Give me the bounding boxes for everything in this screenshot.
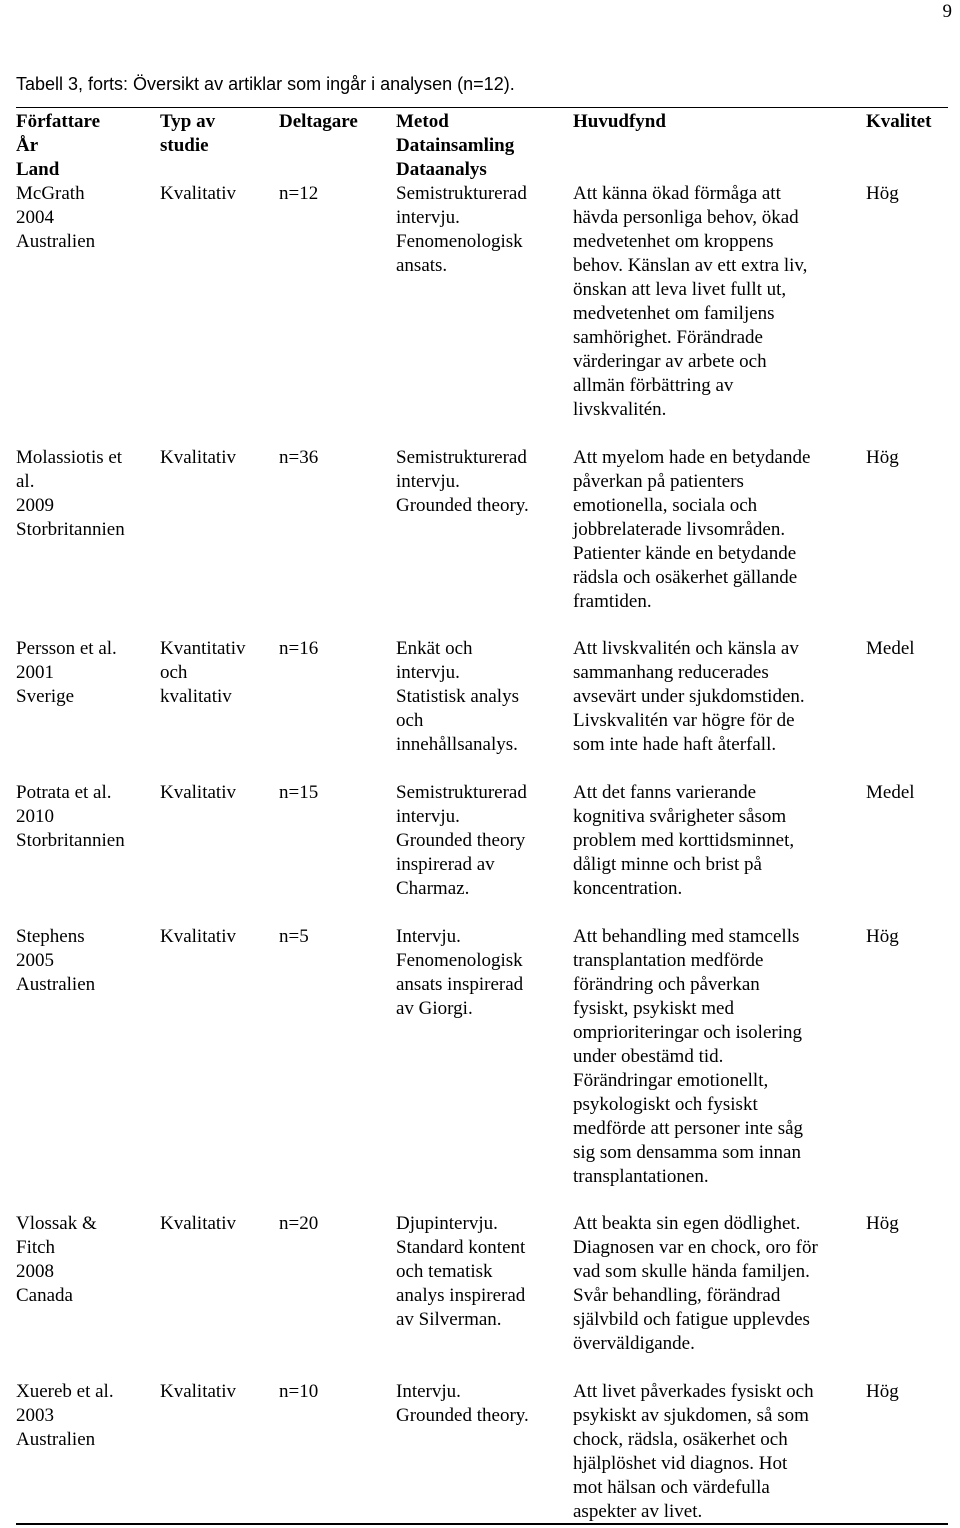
row-type: Kvalitativ xyxy=(160,1381,236,1402)
row-method: Semistrukturerad intervju. Grounded theory. xyxy=(396,447,529,516)
row-author: Stephens 2005 Australien xyxy=(16,926,96,995)
row-type: Kvalitativ xyxy=(160,1213,236,1234)
row-method: Semistrukturerad intervju. Fenomenologisk ansats. xyxy=(396,183,527,276)
row-findings: Att myelom hade en betydande påverkan på patienters emotionella, sociala och jobbrelaterade livsområden. Patienter kände en betydande rädsla och osäkerhet gällande framtiden. xyxy=(573,447,811,612)
row-method: Intervju. Grounded theory. xyxy=(396,1381,529,1426)
row-findings: Att livet påverkades fysiskt och psykiskt av sjukdomen, så som chock, rädsla, osäkerhet och hjälplöshet vid diagnos. Hot mot hälsan och värdefulla aspekter av livet. xyxy=(573,1381,814,1522)
row-participants: n=16 xyxy=(279,638,319,659)
row-participants: n=10 xyxy=(279,1381,319,1402)
header-participants: Deltagare xyxy=(279,111,358,132)
row-author: Molassiotis et al. 2009 Storbritannien xyxy=(16,447,125,540)
header-type: Typ av studie xyxy=(160,111,216,156)
row-findings: Att beakta sin egen dödlighet. Diagnosen var en chock, oro för vad som skulle hända familjen. Svår behandling, förändrad självbild och fatigue upplevdes överväldigande. xyxy=(573,1213,818,1354)
row-author: Xuereb et al. 2003 Australien xyxy=(16,1381,114,1450)
row-participants: n=5 xyxy=(279,926,309,947)
row-author: Vlossak & Fitch 2008 Canada xyxy=(16,1213,97,1306)
row-type: Kvalitativ xyxy=(160,782,236,803)
row-author: McGrath 2004 Australien xyxy=(16,183,96,252)
row-type: Kvalitativ xyxy=(160,183,236,204)
page-number: 9 xyxy=(942,1,952,22)
row-method: Djupintervju. Standard kontent och tematisk analys inspirerad av Silverman. xyxy=(396,1213,526,1330)
header-quality: Kvalitet xyxy=(866,111,932,132)
row-quality: Hög xyxy=(866,183,899,204)
row-findings: Att behandling med stamcells transplantation medförde förändring och påverkan fysiskt, psykiskt med omprioriteringar och isolering under obestämd tid. Förändringar emotionellt, psykologiskt och fysiskt medförde att personer inte såg sig som densamma som innan transplantationen. xyxy=(573,926,804,1187)
row-author: Potrata et al. 2010 Storbritannien xyxy=(16,782,125,851)
header-method: Metod Datainsamling Dataanalys xyxy=(396,111,515,180)
row-quality: Hög xyxy=(866,926,899,947)
row-findings: Att känna ökad förmåga att hävda personliga behov, ökad medvetenhet om kroppens behov. Känslan av ett extra liv, önskan att leva livet fullt ut, medvetenhet om familjens samhörighet. Förändrade värderingar av arbete och allmän förbättring av livskvalitén. xyxy=(573,183,808,420)
row-findings: Att det fanns varierande kognitiva svårigheter såsom problem med korttidsminnet, dåligt minne och brist på koncentration. xyxy=(573,782,795,899)
row-quality: Hög xyxy=(866,1381,899,1402)
row-method: Enkät och intervju. Statistisk analys och innehållsanalys. xyxy=(396,638,519,755)
row-quality: Hög xyxy=(866,1213,899,1234)
row-author: Persson et al. 2001 Sverige xyxy=(16,638,117,707)
table-top-rule xyxy=(16,107,948,108)
row-participants: n=36 xyxy=(279,447,319,468)
row-quality: Hög xyxy=(866,447,899,468)
row-type: Kvalitativ xyxy=(160,926,236,947)
row-type: Kvalitativ xyxy=(160,447,236,468)
row-quality: Medel xyxy=(866,638,915,659)
row-participants: n=20 xyxy=(279,1213,319,1234)
row-quality: Medel xyxy=(866,782,915,803)
header-author: Författare År Land xyxy=(16,111,101,180)
row-participants: n=15 xyxy=(279,782,319,803)
row-method: Semistrukturerad intervju. Grounded theory inspirerad av Charmaz. xyxy=(396,782,527,899)
row-findings: Att livskvalitén och känsla av sammanhang reducerades avsevärt under sjukdomstiden. Livskvalitén var högre för de som inte hade haft återfall. xyxy=(573,638,805,755)
row-participants: n=12 xyxy=(279,183,319,204)
row-method: Intervju. Fenomenologisk ansats inspirerad av Giorgi. xyxy=(396,926,524,1019)
table-bottom-rule xyxy=(16,1523,948,1525)
table-caption: Tabell 3, forts: Översikt av artiklar som ingår i analysen (n=12). xyxy=(16,74,515,94)
header-findings: Huvudfynd xyxy=(573,111,666,132)
row-type: Kvantitativ och kvalitativ xyxy=(160,638,246,707)
